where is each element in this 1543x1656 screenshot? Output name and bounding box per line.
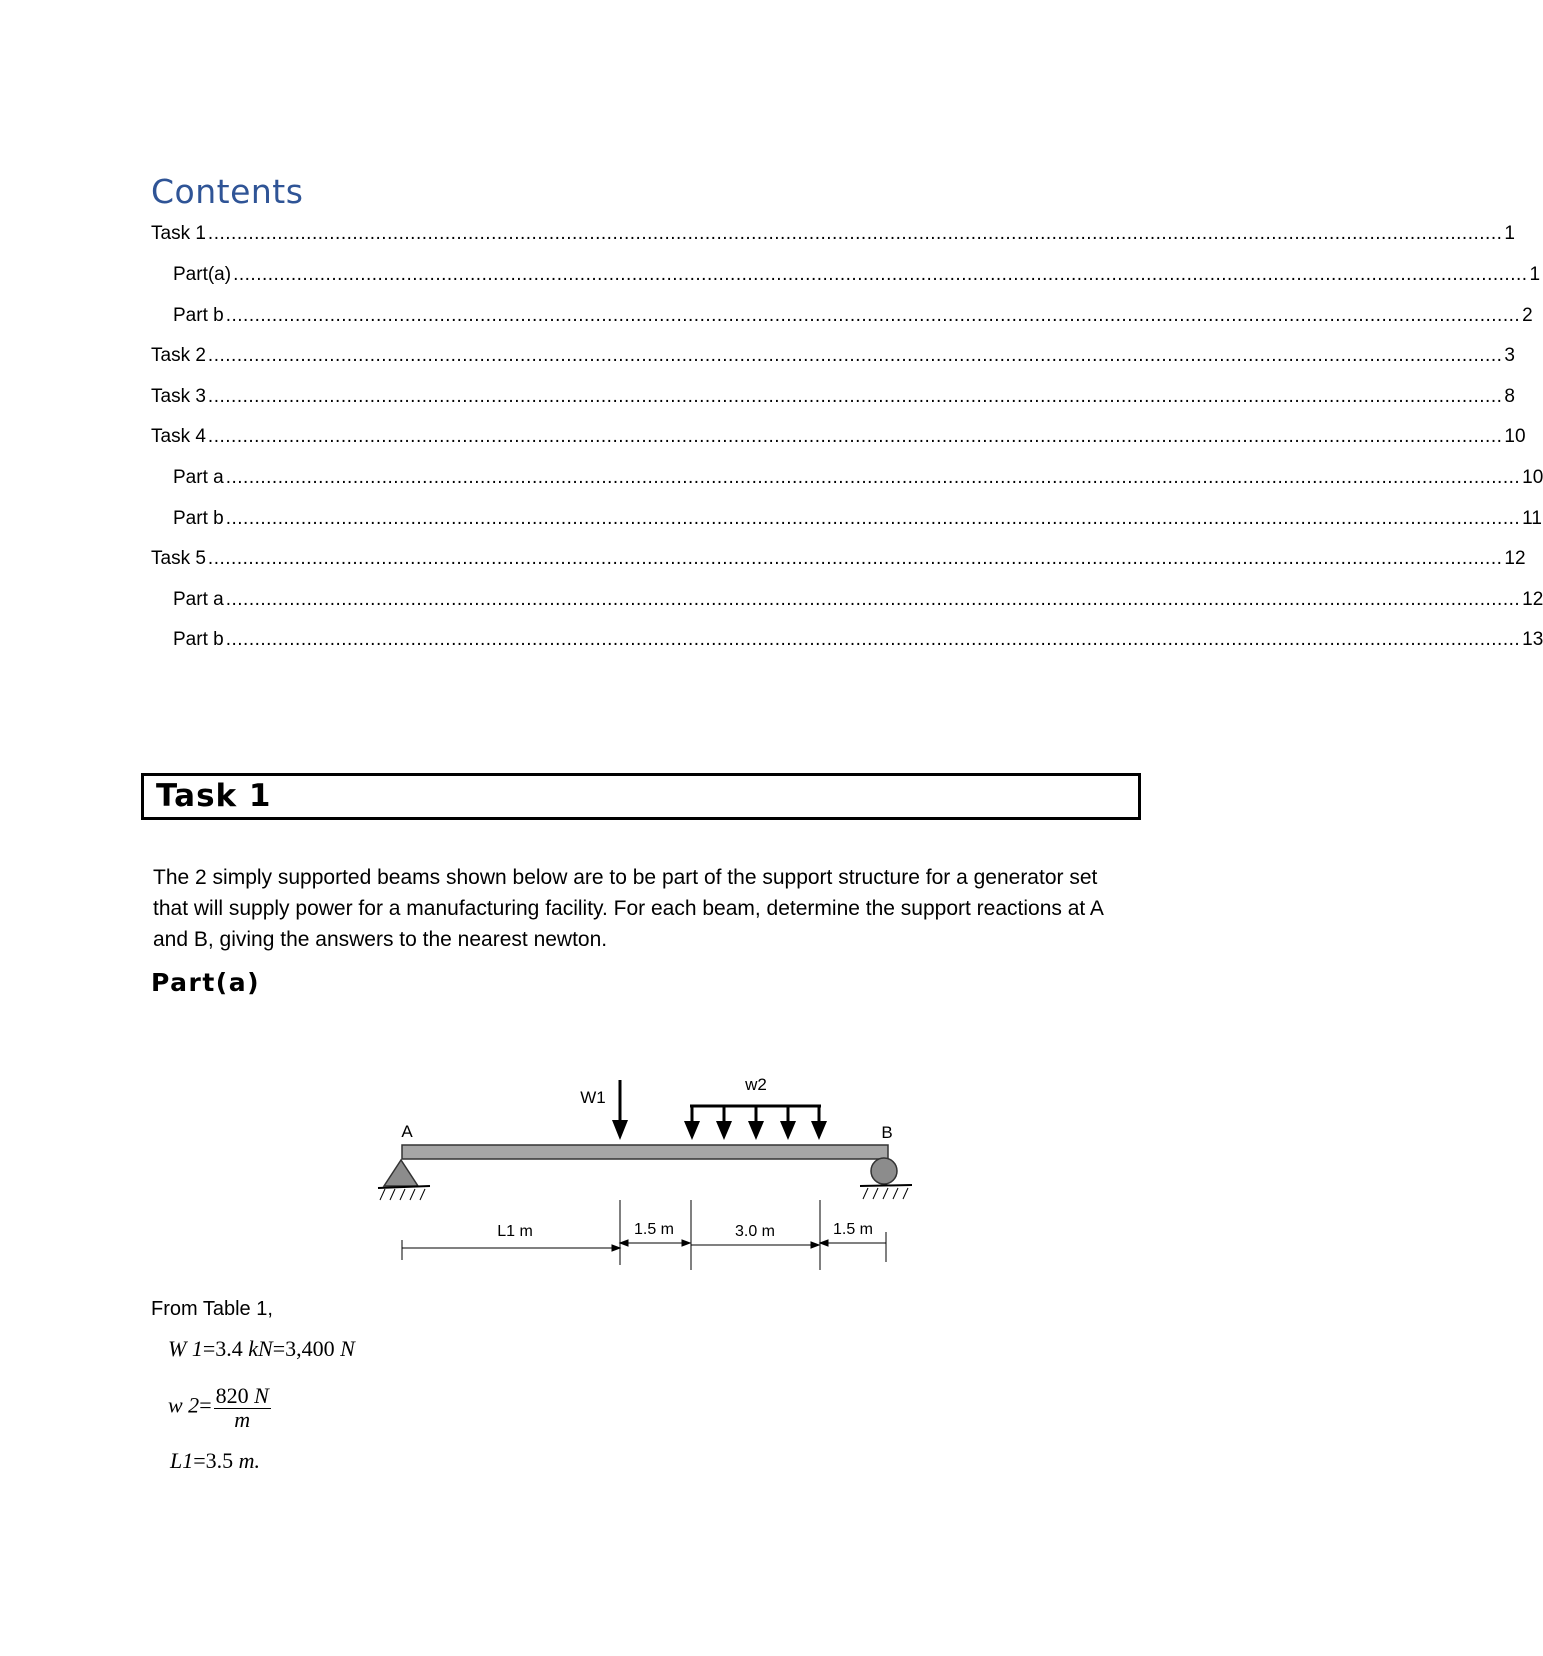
toc-entry-label: Task 5 [151, 548, 206, 569]
toc-entry-page: 11 [1522, 508, 1542, 529]
support-a-label: A [401, 1122, 413, 1141]
toc-leader-dots: ................................................................................................................................................................................................................................ [233, 264, 1528, 285]
toc-leader-dots: ................................................................................................................................................................................................................................ [207, 345, 1503, 366]
eq-w1-unit: kN [248, 1336, 273, 1361]
toc-leader-dots: ................................................................................................................................................................................................................................ [225, 589, 1521, 610]
dimension-label-1-5: 1.5 m [633, 1221, 675, 1238]
eq-l1-value: =3.5 [193, 1448, 239, 1473]
eq-w2-lhs: w 2 [168, 1392, 200, 1418]
toc-entry-page: 12 [1522, 589, 1543, 610]
equation-l1 [170, 1448, 260, 1474]
toc-entry-label: Part a [173, 467, 224, 488]
toc-leader-dots: ................................................................................................................................................................................................................................ [225, 629, 1521, 650]
toc-entry-label: Task 4 [151, 426, 206, 447]
toc-entry-page: 1 [1529, 264, 1541, 285]
ground-line-b [860, 1185, 912, 1186]
eq-l1-lhs: L1 [170, 1448, 194, 1473]
beam [402, 1145, 888, 1159]
toc-leader-dots: ................................................................................................................................................................................................................................ [207, 426, 1503, 447]
udl-label: w2 [745, 1075, 767, 1094]
toc-leader-dots: ................................................................................................................................................................................................................................ [207, 223, 1503, 244]
toc-leader-dots: ................................................................................................................................................................................................................................ [207, 386, 1503, 407]
eq-w1-lhs: W 1 [168, 1336, 203, 1361]
support-b-label: B [881, 1123, 893, 1142]
eq-w2-num-unit: N [254, 1383, 269, 1408]
toc-entry-label: Part(a) [173, 264, 232, 285]
task-1-heading: Task 1 [156, 778, 272, 814]
toc-entry-label: Task 2 [151, 345, 206, 366]
toc-entry-page: 12 [1504, 548, 1526, 569]
udl-arrows [684, 1106, 827, 1140]
toc-leader-dots: ................................................................................................................................................................................................................................ [225, 508, 1521, 529]
toc-title: Contents [151, 172, 304, 211]
dimension-label-3-0: 3.0 m [734, 1223, 776, 1240]
toc-leader-dots: ................................................................................................................................................................................................................................ [207, 548, 1503, 569]
ground-hatch-a [380, 1189, 425, 1200]
toc-entry-page: 8 [1504, 386, 1515, 407]
dimension-label-l1: L1 m [497, 1223, 533, 1240]
task-1-description: The 2 simply supported beams shown below are to be part of the support structure for a generator set that will supply power for a manufacturing facility. For each beam, determine the support reactions at A and B, giving the answers to the nearest newton. [153, 866, 1103, 951]
eq-w1-n: N [340, 1336, 355, 1361]
eq-w2-denominator: m [234, 1407, 251, 1432]
eq-l1-unit: m. [238, 1448, 261, 1473]
equation-w1 [168, 1336, 355, 1362]
eq-w2-equals: = [199, 1392, 212, 1418]
toc-entry-label: Task 1 [151, 223, 206, 244]
toc-leader-dots: ................................................................................................................................................................................................................................ [225, 305, 1521, 326]
equation-w2 [168, 1384, 271, 1431]
toc-entry-label: Part a [173, 589, 224, 610]
toc-entry-page: 1 [1504, 223, 1515, 244]
eq-w1-value: =3.4 [202, 1336, 249, 1361]
toc-entry-page: 2 [1522, 305, 1533, 326]
pin-support-a [384, 1160, 418, 1186]
toc-entry-label: Part b [173, 508, 224, 529]
toc-entry-label: Part b [173, 305, 224, 326]
eq-w2-fraction [214, 1384, 271, 1431]
toc-entry-page: 13 [1522, 629, 1543, 650]
toc-leader-dots: ................................................................................................................................................................................................................................ [225, 467, 1521, 488]
eq-w2-num-value: 820 [215, 1383, 255, 1408]
toc-entry-label: Task 3 [151, 386, 206, 407]
point-load-label: W1 [580, 1088, 606, 1107]
toc-entry-page: 10 [1504, 426, 1526, 447]
toc-entry-label: Part b [173, 629, 224, 650]
toc-entry-page: 3 [1504, 345, 1515, 366]
ground-hatch-b [863, 1188, 908, 1199]
from-table-intro: From Table 1, [151, 1298, 273, 1320]
dimension-label-1-5-right: 1.5 m [832, 1221, 874, 1238]
eq-w2-numerator [214, 1384, 271, 1409]
roller-support-b [871, 1158, 897, 1184]
eq-w1-newton: =3,400 [272, 1336, 341, 1361]
point-load-arrowhead [612, 1120, 628, 1140]
dimension-lines [402, 1240, 886, 1251]
part-a-heading: Part(a) [151, 968, 261, 997]
toc-entry-page: 10 [1522, 467, 1543, 488]
